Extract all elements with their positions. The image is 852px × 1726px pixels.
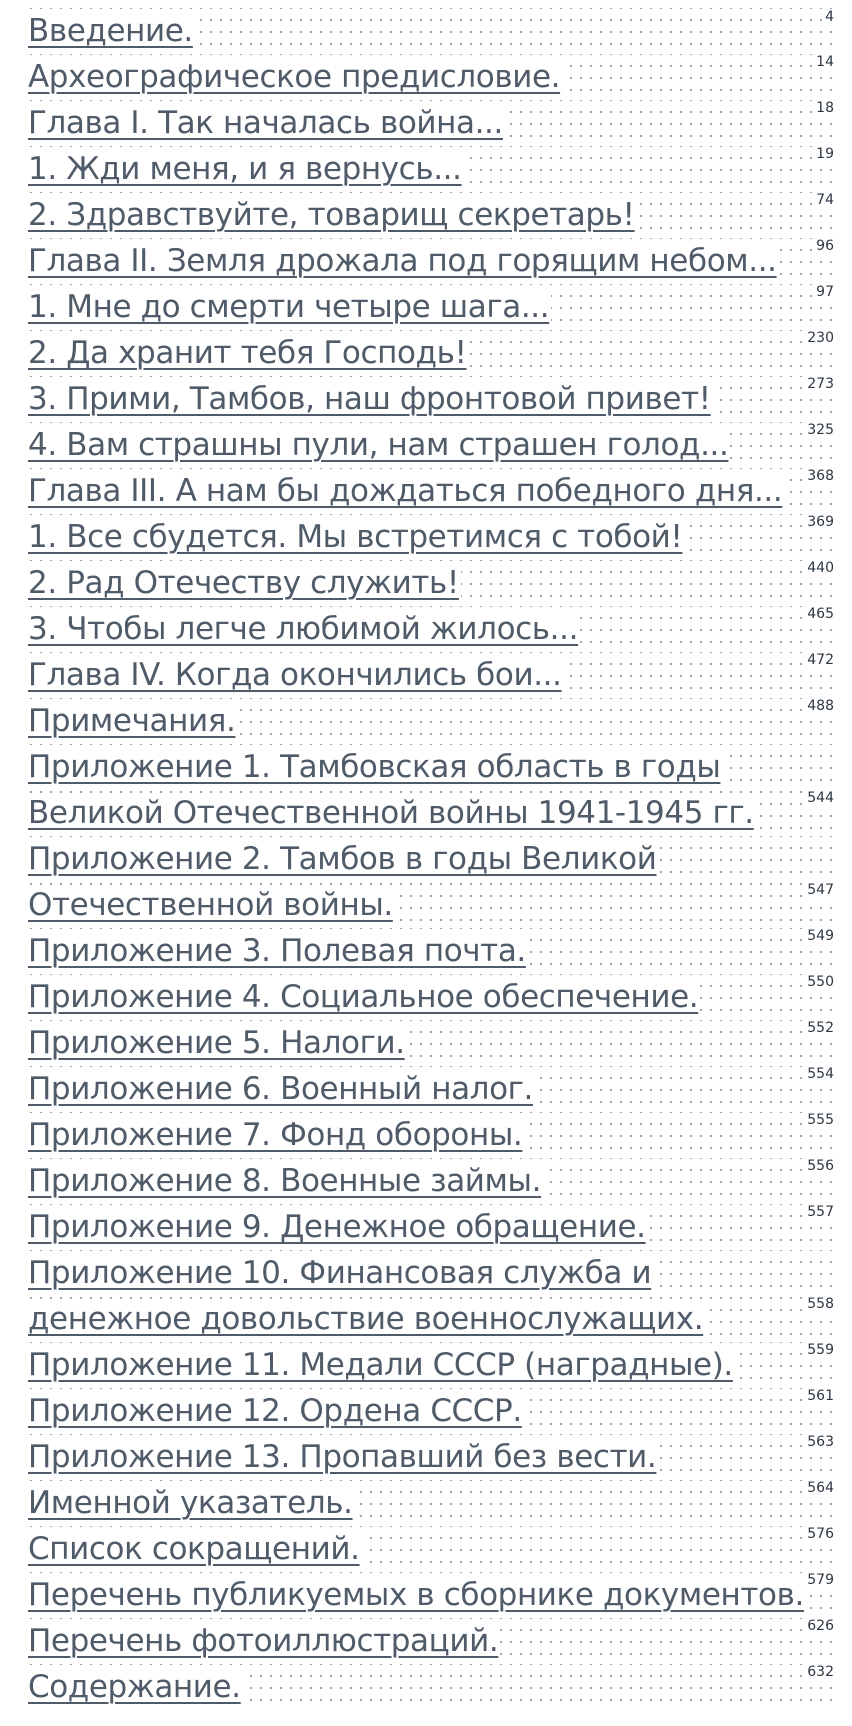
toc-entry-appendix-7[interactable] [28, 1112, 836, 1158]
toc-entry-page-number: 18 [813, 100, 836, 116]
toc-entry-page-number: 230 [804, 330, 836, 346]
toc-entry-appendix-4[interactable] [28, 974, 836, 1020]
toc-entry-page-number: 96 [813, 238, 836, 254]
toc-entry-title[interactable]: Глава III. А нам бы дождаться победного дня... [28, 473, 783, 509]
toc-entry-page-number: 576 [804, 1526, 836, 1542]
toc-entry-chapter-3-section-3[interactable] [28, 606, 836, 652]
toc-entry-title[interactable]: Приложение 8. Военные займы. [28, 1163, 542, 1199]
toc-entry-chapter-1-section-1[interactable] [28, 146, 836, 192]
toc-entry-title[interactable]: Приложение 3. Полевая почта. [28, 933, 526, 969]
toc-entry-page-number: 325 [804, 422, 836, 438]
toc-entry-appendix-10[interactable] [28, 1250, 836, 1342]
toc-entry-title[interactable]: Перечень фотоиллюстраций. [28, 1623, 499, 1659]
toc-entry-page-number: 488 [804, 698, 836, 714]
toc-entry-chapter-2-section-4[interactable] [28, 422, 836, 468]
toc-entry-page-number: 368 [804, 468, 836, 484]
toc-entry-title[interactable]: Перечень публикуемых в сборнике документов. [28, 1577, 804, 1613]
toc-entry-chapter-2-section-1[interactable] [28, 284, 836, 330]
toc-entry-page-number: 550 [804, 974, 836, 990]
toc-entry-chapter-2-section-3[interactable] [28, 376, 836, 422]
toc-entry-title[interactable]: 1. Мне до смерти четыре шага... [28, 289, 550, 325]
toc-entry-title[interactable]: Приложение 1. Тамбовская область в годы Великой Отечественной войны 1941-1945 гг. [28, 749, 754, 831]
toc-entry-title[interactable]: Приложение 13. Пропавший без вести. [28, 1439, 657, 1475]
toc-entry-title[interactable]: Приложение 4. Социальное обеспечение. [28, 979, 699, 1015]
toc-entry-appendix-5[interactable] [28, 1020, 836, 1066]
toc-entry-appendix-2[interactable] [28, 836, 836, 928]
toc-entry-title[interactable]: Приложение 9. Денежное обращение. [28, 1209, 646, 1245]
toc-entry-page-number: 556 [804, 1158, 836, 1174]
toc-entry-chapter-3-section-1[interactable] [28, 514, 836, 560]
toc-entry-page-number: 440 [804, 560, 836, 576]
toc-entry-page-number: 632 [804, 1664, 836, 1680]
toc-entry-chapter-1[interactable] [28, 100, 836, 146]
toc-entry-page-number: 561 [804, 1388, 836, 1404]
toc-entry-page-number: 563 [804, 1434, 836, 1450]
toc-entry-page-number: 555 [804, 1112, 836, 1128]
toc-entry-introduction[interactable] [28, 8, 836, 54]
toc-entry-title[interactable]: Приложение 7. Фонд обороны. [28, 1117, 523, 1153]
toc-entry-title[interactable]: Приложение 5. Налоги. [28, 1025, 405, 1061]
toc-entry-title[interactable]: Введение. [28, 13, 193, 49]
toc-entry-page-number: 544 [804, 790, 836, 806]
toc-entry-title[interactable]: Приложение 6. Военный налог. [28, 1071, 533, 1107]
table-of-contents [28, 8, 836, 1710]
toc-entry-title[interactable]: Список сокращений. [28, 1531, 360, 1567]
toc-entry-title[interactable]: Примечания. [28, 703, 236, 739]
toc-entry-page-number: 369 [804, 514, 836, 530]
toc-entry-title[interactable]: Приложение 12. Ордена СССР. [28, 1393, 522, 1429]
toc-entry-page-number: 19 [813, 146, 836, 162]
toc-entry-title[interactable]: 1. Все сбудется. Мы встретимся с тобой! [28, 519, 683, 555]
toc-entry-page-number: 547 [804, 882, 836, 898]
toc-entry-page-number: 549 [804, 928, 836, 944]
toc-entry-title[interactable]: Приложение 2. Тамбов в годы Великой Отечественной войны. [28, 841, 657, 923]
toc-entry-title[interactable]: 2. Рад Отечеству служить! [28, 565, 459, 601]
toc-entry-photo-list[interactable] [28, 1618, 836, 1664]
toc-entry-contents[interactable] [28, 1664, 836, 1710]
toc-entry-page-number: 97 [813, 284, 836, 300]
toc-entry-appendix-6[interactable] [28, 1066, 836, 1112]
toc-entry-archeographic-preface[interactable] [28, 54, 836, 100]
toc-entry-page-number: 74 [813, 192, 836, 208]
toc-entry-title[interactable]: Приложение 10. Финансовая служба и денежное довольствие военнослужащих. [28, 1255, 704, 1337]
toc-entry-chapter-4[interactable] [28, 652, 836, 698]
toc-entry-abbreviations[interactable] [28, 1526, 836, 1572]
toc-entry-page-number: 626 [804, 1618, 836, 1634]
toc-entry-appendix-1[interactable] [28, 744, 836, 836]
toc-entry-title[interactable]: 2. Да хранит тебя Господь! [28, 335, 467, 371]
toc-entry-page-number: 552 [804, 1020, 836, 1036]
toc-entry-title[interactable]: 4. Вам страшны пули, нам страшен голод... [28, 427, 729, 463]
toc-entry-page-number: 465 [804, 606, 836, 622]
toc-entry-page-number: 559 [804, 1342, 836, 1358]
toc-entry-title[interactable]: Приложение 11. Медали СССР (наградные). [28, 1347, 733, 1383]
toc-entry-documents-list[interactable] [28, 1572, 836, 1618]
toc-entry-title[interactable]: Глава IV. Когда окончились бои... [28, 657, 562, 693]
toc-entry-name-index[interactable] [28, 1480, 836, 1526]
toc-entry-title[interactable]: Содержание. [28, 1669, 241, 1705]
toc-entry-chapter-2-section-2[interactable] [28, 330, 836, 376]
toc-entry-appendix-13[interactable] [28, 1434, 836, 1480]
toc-entry-title[interactable]: 2. Здравствуйте, товарищ секретарь! [28, 197, 635, 233]
toc-entry-chapter-3-section-2[interactable] [28, 560, 836, 606]
toc-entry-page-number: 14 [813, 54, 836, 70]
toc-entry-title[interactable]: 1. Жди меня, и я вернусь... [28, 151, 462, 187]
toc-entry-appendix-9[interactable] [28, 1204, 836, 1250]
toc-entry-page-number: 554 [804, 1066, 836, 1082]
toc-entry-page-number: 273 [804, 376, 836, 392]
toc-entry-chapter-1-section-2[interactable] [28, 192, 836, 238]
toc-entry-appendix-12[interactable] [28, 1388, 836, 1434]
toc-entry-chapter-3[interactable] [28, 468, 836, 514]
toc-entry-title[interactable]: Именной указатель. [28, 1485, 353, 1521]
toc-entry-title[interactable]: 3. Чтобы легче любимой жилось... [28, 611, 579, 647]
toc-entry-page-number: 564 [804, 1480, 836, 1496]
toc-entry-page-number: 558 [804, 1296, 836, 1312]
toc-entry-page-number: 472 [804, 652, 836, 668]
toc-entry-page-number: 4 [822, 9, 836, 25]
toc-entry-title[interactable]: Глава I. Так началась война... [28, 105, 503, 141]
toc-entry-notes[interactable] [28, 698, 836, 744]
toc-entry-title[interactable]: Глава II. Земля дрожала под горящим небом... [28, 243, 777, 279]
toc-entry-page-number: 579 [804, 1572, 836, 1588]
toc-entry-appendix-11[interactable] [28, 1342, 836, 1388]
toc-entry-appendix-8[interactable] [28, 1158, 836, 1204]
toc-entry-appendix-3[interactable] [28, 928, 836, 974]
toc-entry-chapter-2[interactable] [28, 238, 836, 284]
toc-entry-title[interactable]: 3. Прими, Тамбов, наш фронтовой привет! [28, 381, 711, 417]
toc-entry-title[interactable]: Археографическое предисловие. [28, 59, 561, 95]
toc-entry-page-number: 557 [804, 1204, 836, 1220]
